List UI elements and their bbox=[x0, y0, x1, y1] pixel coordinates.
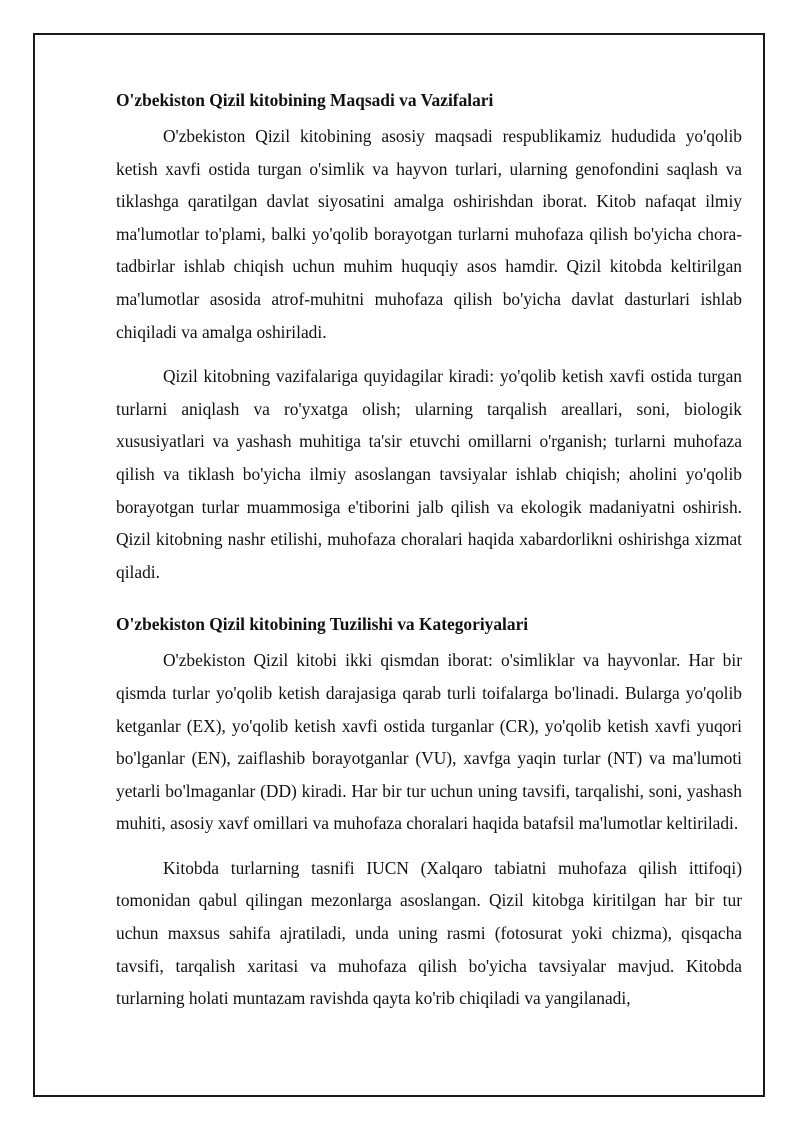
paragraph-structure: O'zbekiston Qizil kitobi ikki qismdan iborat: o'simliklar va hayvonlar. Har bir qismda turlar yo'qolib ketish darajasiga qarab turli toifalarga bo'linadi. Bularga yo'qolib ketganlar (EX), yo'qolib ketish xavfi ostida turganlar (CR), yo'qolib ketish xavfi yuqori bo'lganlar (EN), zaiflashib borayotganlar (VU), xavfga yaqin turlar (NT) va ma'lumoti yetarli bo'lmaganlar (DD) kiradi. Har bir tur uchun uning tavsifi, tarqalishi, soni, yashash muhiti, asosiy xavf omillari va muhofaza choralari haqida batafsil ma'lumotlar keltiriladi. bbox=[116, 650, 742, 834]
paragraph-classification: Kitobda turlarning tasnifi IUCN (Xalqaro tabiatni muhofaza qilish ittifoqi) tomonidan qabul qilingan mezonlarga asoslangan. Qizil kitobga kiritilgan har bir tur uchun maxsus sahifa ajratiladi, unda uning rasmi (fotosurat yoki chizma), qisqacha tavsifi, tarqalish xaritasi va muhofaza qilish bo'yicha tavsiyalar mavjud. Kitobda turlarning holati muntazam ravishda qayta ko'rib chiqiladi va yangilanadi, bbox=[116, 857, 742, 1009]
document-body bbox=[116, 80, 742, 1027]
paragraph-purpose: O'zbekiston Qizil kitobining asosiy maqsadi respublikamiz hududida yo'qolib ketish xavfi ostida turgan o'simlik va hayvon turlari, ularning genofondini saqlash va tiklashga qaratilgan davlat siyosatini amalga oshirishdan iborat. Kitob nafaqat ilmiy ma'lumotlar to'plami, balki yo'qolib borayotgan turlarni muhofaza qilish bo'yicha chora-tadbirlar ishlab chiqish uchun muhim huquqiy asos hamdir. Qizil kitobda keltirilgan ma'lumotlar asosida atrof-muhitni muhofaza qilish bo'yicha davlat dasturlari ishlab chiqiladi va amalga oshiriladi. bbox=[116, 126, 742, 342]
section-heading-structure: O'zbekiston Qizil kitobining Tuzilishi va Kategoriyalari bbox=[116, 614, 529, 635]
section-heading-purpose: O'zbekiston Qizil kitobining Maqsadi va Vazifalari bbox=[116, 90, 494, 110]
paragraph-tasks: Qizil kitobning vazifalariga quyidagilar kiradi: yo'qolib ketish xavfi ostida turgan turlarni aniqlash va ro'yxatga olish; ularning tarqalish areallari, soni, biologik xususiyatlari va yashash muhitiga ta'sir etuvchi omillarni o'rganish; turlarni muhofaza qilish va tiklash bo'yicha ilmiy asoslangan tavsiyalar ishlab chiqish; aholini yo'qolib borayotgan turlar muammosiga e'tiborini jalb qilish va ekologik madaniyatni oshirish. Qizil kitobning nashr etilishi, muhofaza choralari haqida xabardorlikni oshirishga xizmat qiladi. bbox=[116, 366, 742, 582]
